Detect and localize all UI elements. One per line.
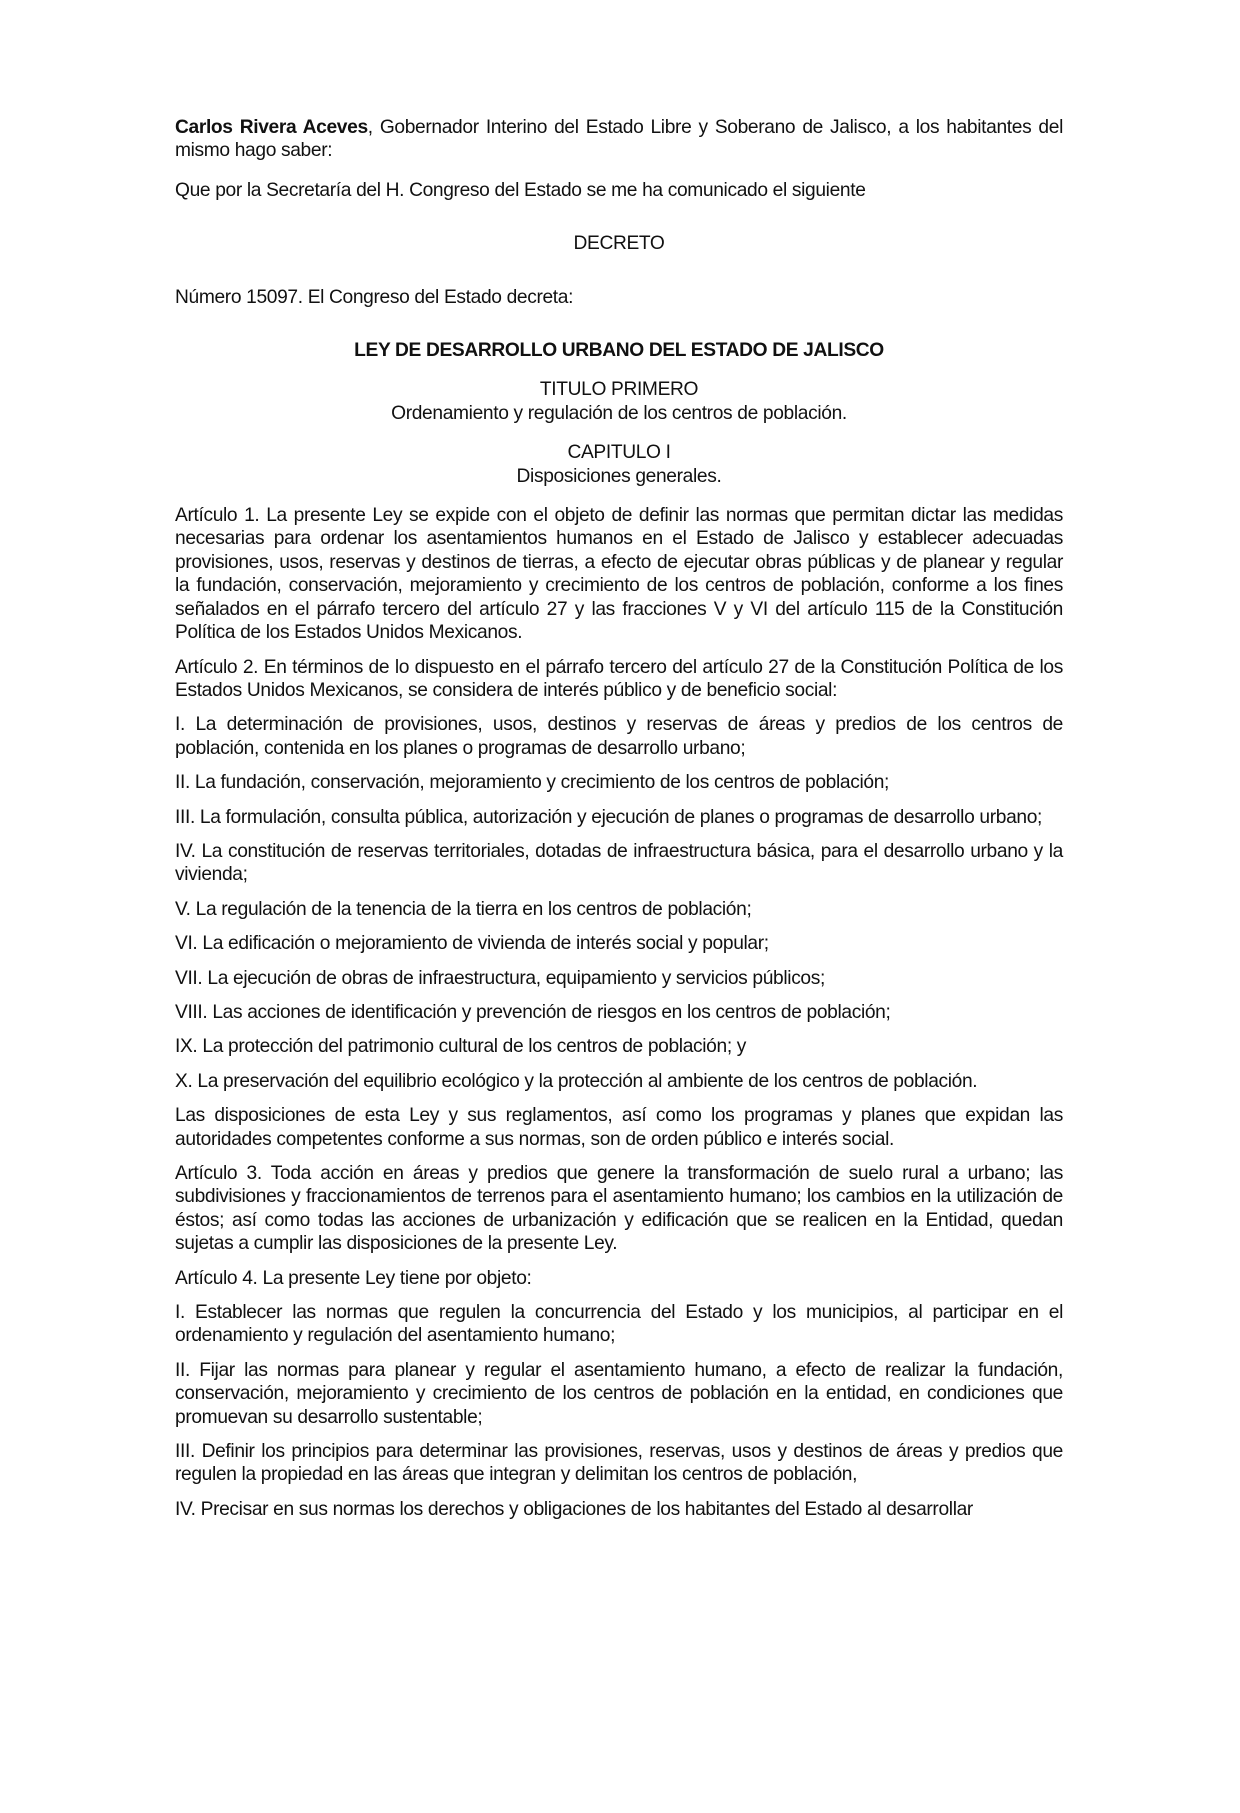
article-3: Artículo 3. Toda acción en áreas y predios que genere la transformación de suelo rural a urbano; las subdivisiones y fraccionamientos de terrenos para el asentamiento humano; los cambios en la utilización de éstos; así como todas las acciones de urbanización y edificación que se realicen en la Entidad, quedan sujetas a cumplir las disposiciones de la presente Ley. xyxy=(175,1163,1063,1255)
article-1: Artículo 1. La presente Ley se expide con el objeto de definir las normas que permitan dictar las medidas necesarias para ordenar los asentamientos humanos en el Estado de Jalisco y establecer adecuadas provisiones, usos, reservas y destinos de tierras, a efecto de ejecutar obras públicas y de planear y regular la fundación, conservación, mejoramiento y crecimiento de los centros de población, conforme a los fines señalados en el párrafo tercero del artículo 27 y las fracciones V y VI del artículo 115 de la Constitución Política de los Estados Unidos Mexicanos. xyxy=(175,505,1063,644)
article-4: Artículo 4. La presente Ley tiene por objeto: xyxy=(175,1267,532,1289)
article-4-fraction-iv: IV. Precisar en sus normas los derechos y obligaciones de los habitantes del Estado al desarrollar xyxy=(175,1498,973,1520)
article-2-fraction-viii: VIII. Las acciones de identificación y prevención de riesgos en los centros de población; xyxy=(175,1001,891,1023)
article-2-fraction-iii: III. La formulación, consulta pública, autorización y ejecución de planes o programas de desarrollo urbano; xyxy=(175,806,1043,828)
decree-number: Número 15097. El Congreso del Estado decreta: xyxy=(175,286,574,308)
article-2-fraction-vii: VII. La ejecución de obras de infraestructura, equipamiento y servicios públicos; xyxy=(175,967,825,989)
article-2: Artículo 2. En términos de lo dispuesto en el párrafo tercero del artículo 27 de la Constitución Política de los Estados Unidos Mexicanos, se considera de interés público y de beneficio social: xyxy=(175,656,1063,701)
article-2-closing: Las disposiciones de esta Ley y sus reglamentos, así como los programas y planes que expidan las autoridades competentes conforme a sus normas, son de orden público e interés social. xyxy=(175,1105,1063,1150)
article-2-fraction-i: I. La determinación de provisiones, usos, destinos y reservas de áreas y predios de los centros de población, contenida en los planes o programas de desarrollo urbano; xyxy=(175,714,1063,759)
article-4-fraction-i: I. Establecer las normas que regulen la concurrencia del Estado y los municipios, al participar en el ordenamiento y regulación del asentamiento humano; xyxy=(175,1302,1063,1347)
article-4-fraction-ii: II. Fijar las normas para planear y regular el asentamiento humano, a efecto de realizar la fundación, conservación, mejoramiento y crecimiento de los centros de población en la entidad, en condiciones que promuevan su desarrollo sustentable; xyxy=(175,1359,1063,1428)
article-2-fraction-ix: IX. La protección del patrimonio cultural de los centros de población; y xyxy=(175,1036,747,1058)
article-2-fraction-v: V. La regulación de la tenencia de la tierra en los centros de población; xyxy=(175,898,752,920)
title-heading xyxy=(175,378,1063,425)
title-label: TITULO PRIMERO xyxy=(539,379,699,401)
article-2-fraction-iv: IV. La constitución de reservas territoriales, dotadas de infraestructura básica, para el desarrollo urbano y la vivienda; xyxy=(175,840,1063,886)
title-subtitle: Ordenamiento y regulación de los centros de población. xyxy=(391,402,847,424)
communication-paragraph: Que por la Secretaría del H. Congreso del Estado se me ha comunicado el siguiente xyxy=(175,179,866,201)
chapter-label: CAPITULO I xyxy=(567,442,671,464)
chapter-subtitle: Disposiciones generales. xyxy=(516,465,722,487)
chapter-heading xyxy=(175,441,1063,488)
intro-text: , Gobernador Interino del Estado Libre y Soberano de Jalisco, a los habitantes del mismo hago saber: xyxy=(175,117,1063,162)
document-page xyxy=(175,116,1063,1532)
governor-name: Carlos Rivera Aceves xyxy=(175,117,368,138)
article-2-fraction-vi: VI. La edificación o mejoramiento de vivienda de interés social y popular; xyxy=(175,933,769,955)
decreto-label: DECRETO xyxy=(573,233,665,255)
article-2-fraction-ii: II. La fundación, conservación, mejoramiento y crecimiento de los centros de población; xyxy=(175,772,890,794)
article-2-fraction-x: X. La preservación del equilibrio ecológico y la protección al ambiente de los centros de población. xyxy=(175,1070,978,1092)
article-4-fraction-iii: III. Definir los principios para determinar las provisiones, reservas, usos y destinos de áreas y predios que regulen la propiedad en las áreas que integran y delimitan los centros de población, xyxy=(175,1441,1063,1486)
intro-paragraph xyxy=(175,116,1063,163)
law-title: LEY DE DESARROLLO URBANO DEL ESTADO DE JALISCO xyxy=(354,340,884,362)
